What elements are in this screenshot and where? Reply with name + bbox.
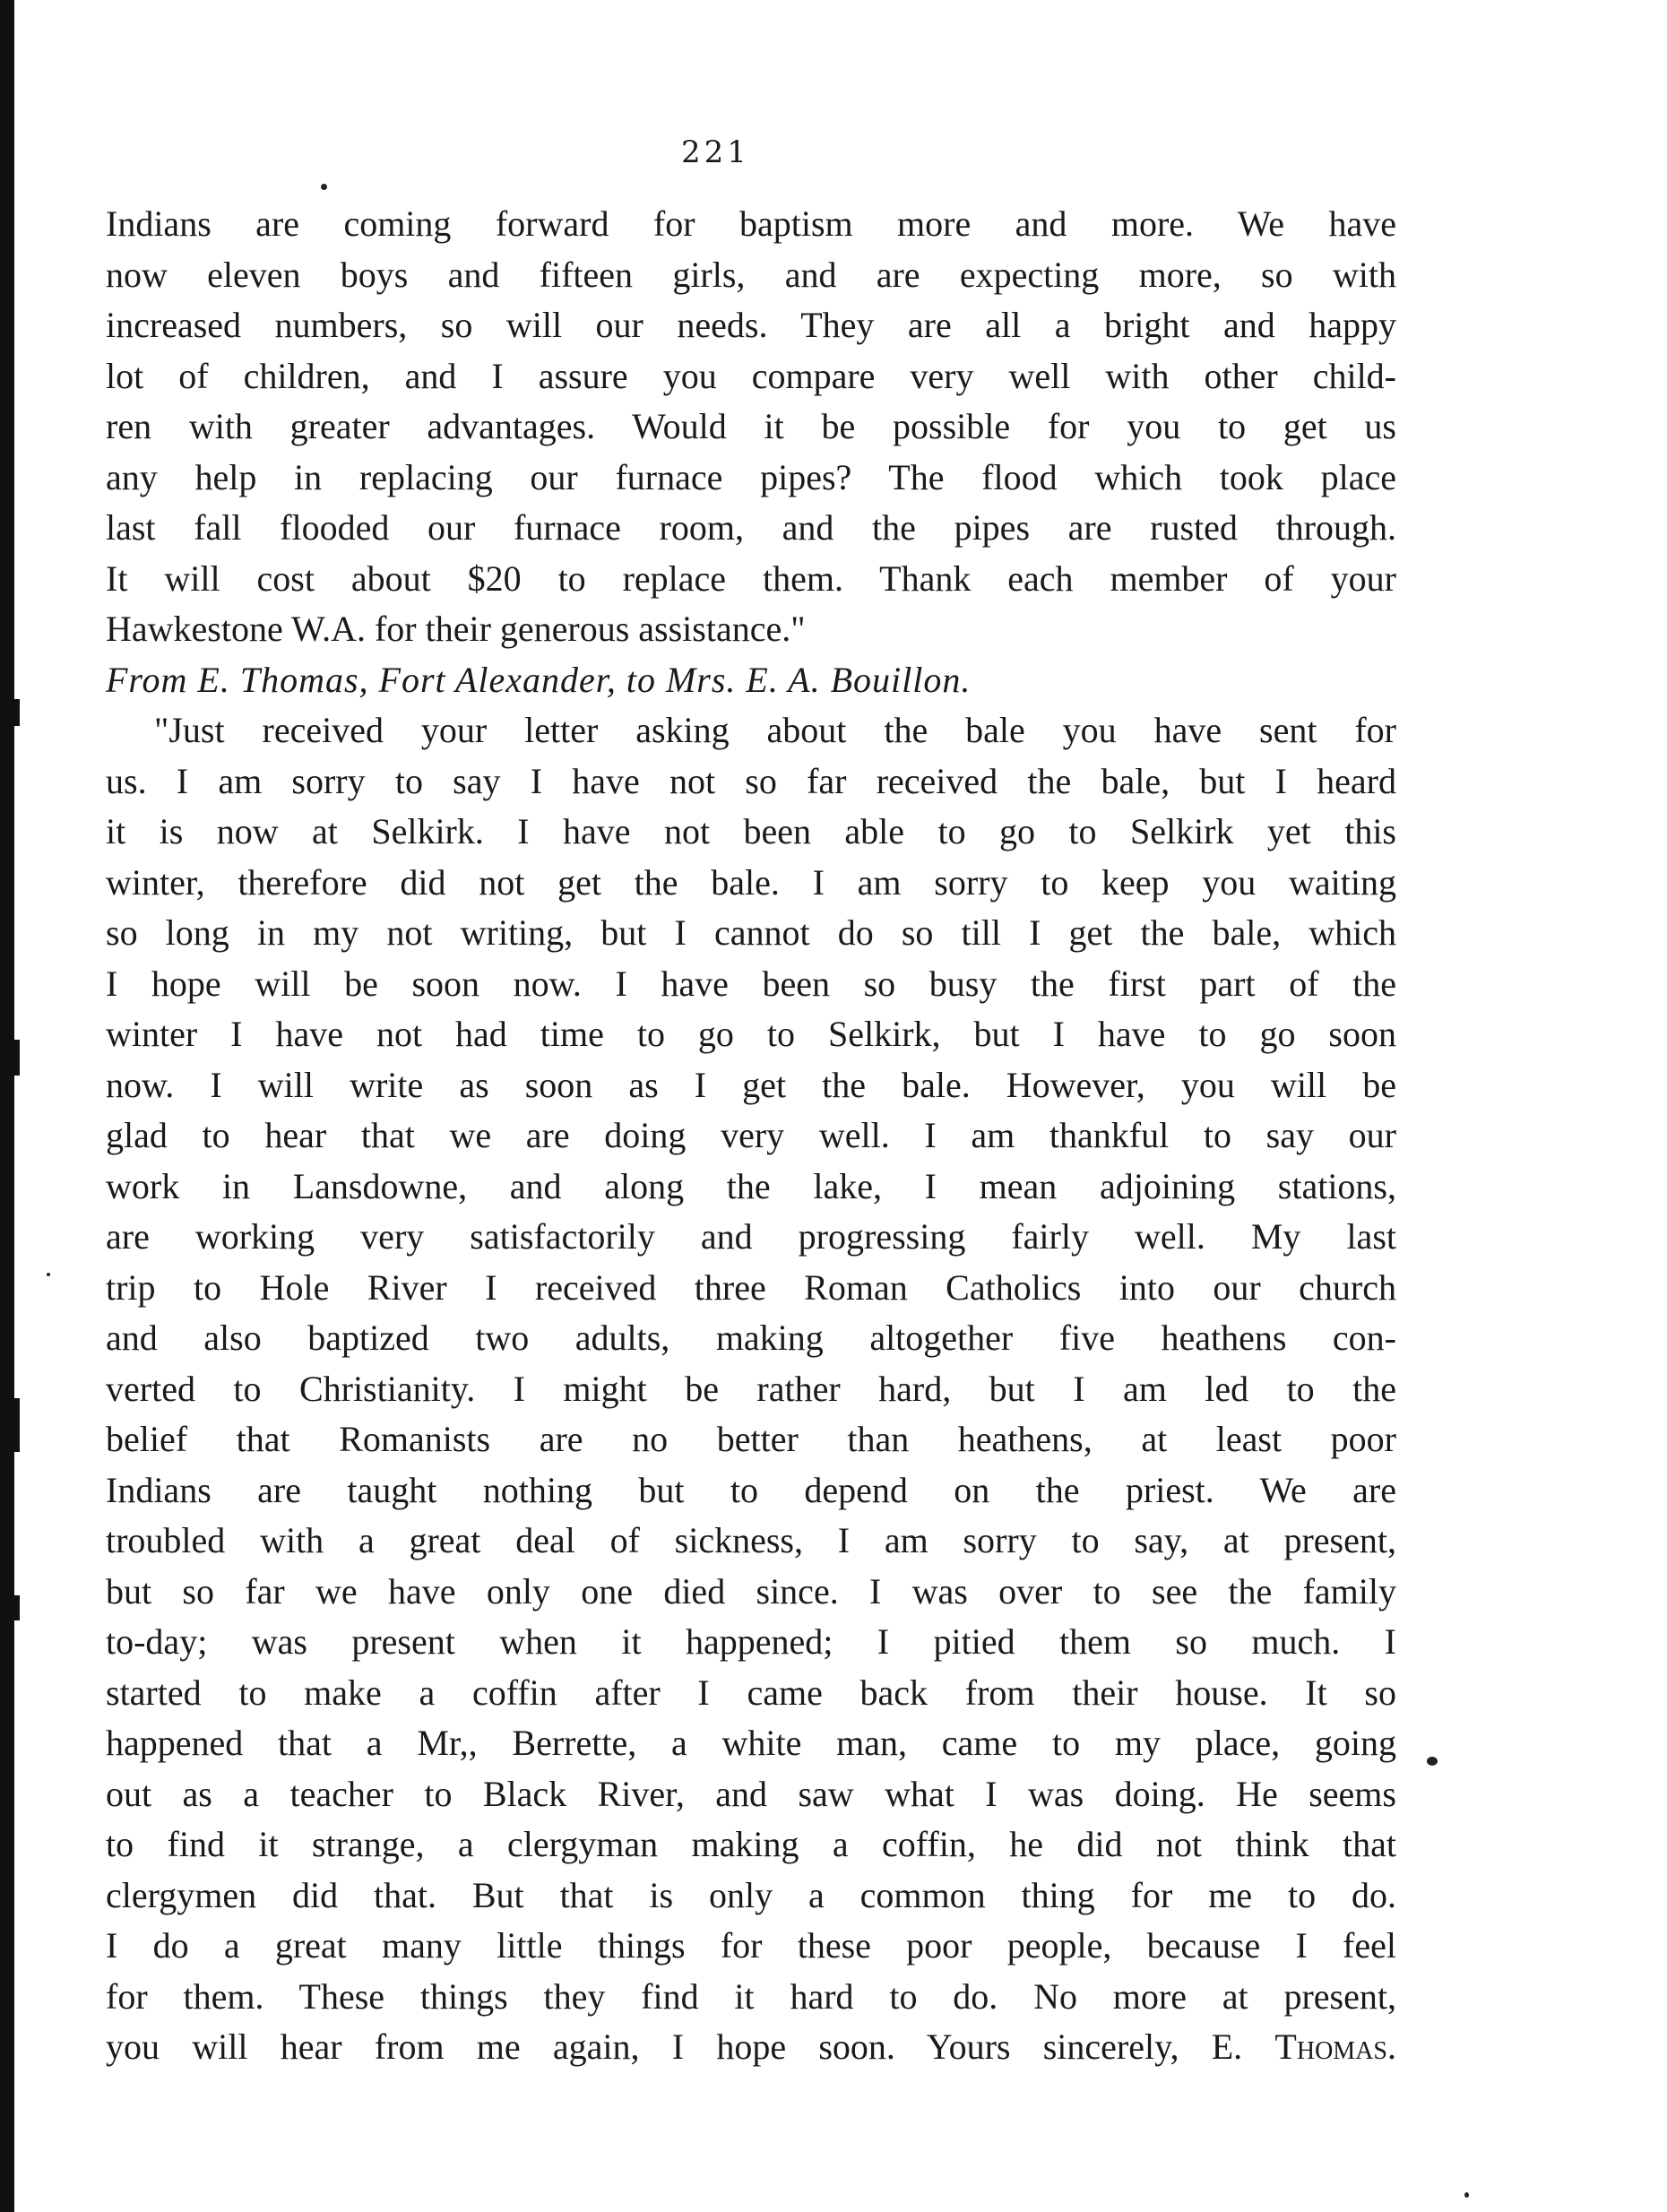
text-line: to find it strange, a clergyman making a coffin, he did not think that — [106, 1824, 1396, 1864]
text-line: work in Lansdowne, and along the lake, I mean adjoining stations, — [106, 1165, 1396, 1206]
letter-paragraph — [106, 705, 1396, 2073]
spine-notch — [14, 1040, 20, 1076]
page-number: 221 — [681, 134, 750, 170]
text-line: I do a great many little things for these poor people, because I feel — [106, 1925, 1396, 1966]
text-line: started to make a coffin after I came back from their house. It so — [106, 1672, 1396, 1713]
text-line: it is now at Selkirk. I have not been able to go to Selkirk yet this — [106, 811, 1396, 851]
text-line: troubled with a great deal of sickness, I am sorry to say, at present, — [106, 1520, 1396, 1560]
text-line: lot of children, and I assure you compare very well with other child- — [106, 355, 1396, 396]
spine-notch — [14, 1595, 20, 1620]
body-text — [106, 199, 1396, 2073]
text-line: trip to Hole River I received three Roman Catholics into our church — [106, 1266, 1396, 1308]
text-line: now. I will write as soon as I get the bale. However, you will be — [106, 1064, 1396, 1105]
text-line: belief that Romanists are no better than heathens, at least poor — [106, 1419, 1396, 1459]
signature: Thomas. — [1274, 2026, 1396, 2067]
text-line: ren with greater advantages. Would it be possible for you to get us — [106, 406, 1396, 446]
text-line: winter I have not had time to go to Selkirk, but I have to go soon — [106, 1014, 1396, 1054]
text-line: happened that a Mr,, Berrette, a white man, came to my place, going — [106, 1723, 1396, 1763]
text-line: I hope will be soon now. I have been so busy the first part of the — [106, 963, 1396, 1004]
text-line: now eleven boys and fifteen girls, and are expecting more, so with — [106, 254, 1396, 295]
text-line: last fall flooded our furnace room, and the pipes are rusted through. — [106, 507, 1396, 548]
text-line: Indians are taught nothing but to depend on the priest. We are — [106, 1469, 1396, 1510]
text-line: us. I am sorry to say I have not so far received the bale, but I heard — [106, 760, 1396, 801]
text-line: winter, therefore did not get the bale. I am sorry to keep you waiting — [106, 861, 1396, 903]
text-line: Hawkestone W.A. for their generous assistance." — [106, 609, 806, 649]
text-line: but so far we have only one died since. I was over to see the family — [106, 1570, 1396, 1611]
text-line: to-day; was present when it happened; I pitied them so much. I — [106, 1621, 1396, 1662]
text-line: for them. These things they find it hard to do. No more at present, — [106, 1975, 1396, 2017]
paragraph-continuation — [106, 199, 1396, 655]
text-line: and also baptized two adults, making altogether five heathens con- — [106, 1318, 1396, 1358]
ink-speck — [1464, 2192, 1469, 2198]
ink-speck — [47, 1273, 50, 1276]
text-line: increased numbers, so will our needs. They are all a bright and happy — [106, 305, 1396, 345]
spine-notch — [14, 1398, 20, 1452]
text-line: clergymen did that. But that is only a common thing for me to do. — [106, 1874, 1396, 1915]
ink-speck — [321, 184, 327, 190]
text-line: so long in my not writing, but I cannot do so till I get the bale, which — [106, 912, 1396, 953]
text-line: "Just received your letter asking about the bale you have sent for — [154, 710, 1396, 750]
page-spine-edge — [0, 0, 14, 2212]
text-line: Indians are coming forward for baptism more and more. We have — [106, 203, 1396, 244]
text-line: are working very satisfactorily and progressing fairly well. My last — [106, 1216, 1396, 1257]
text-line: It will cost about $20 to replace them. Thank each member of your — [106, 557, 1396, 599]
text-line: out as a teacher to Black River, and saw what I was doing. He seems — [106, 1773, 1396, 1814]
text-line: verted to Christianity. I might be rather hard, but I am led to the — [106, 1368, 1396, 1409]
ink-speck — [1427, 1757, 1438, 1766]
text-line: any help in replacing our furnace pipes? The flood which took place — [106, 456, 1396, 497]
closing-line — [106, 2022, 1396, 2073]
spine-notch — [14, 699, 20, 726]
letter-heading: From E. Thomas, Fort Alexander, to Mrs. E. A. Bouillon. — [106, 659, 972, 700]
text-line: glad to hear that we are doing very well. I am thankful to say our — [106, 1115, 1396, 1155]
closing-text: you will hear from me again, I hope soon. Yours sincerely, E. — [106, 2026, 1275, 2067]
